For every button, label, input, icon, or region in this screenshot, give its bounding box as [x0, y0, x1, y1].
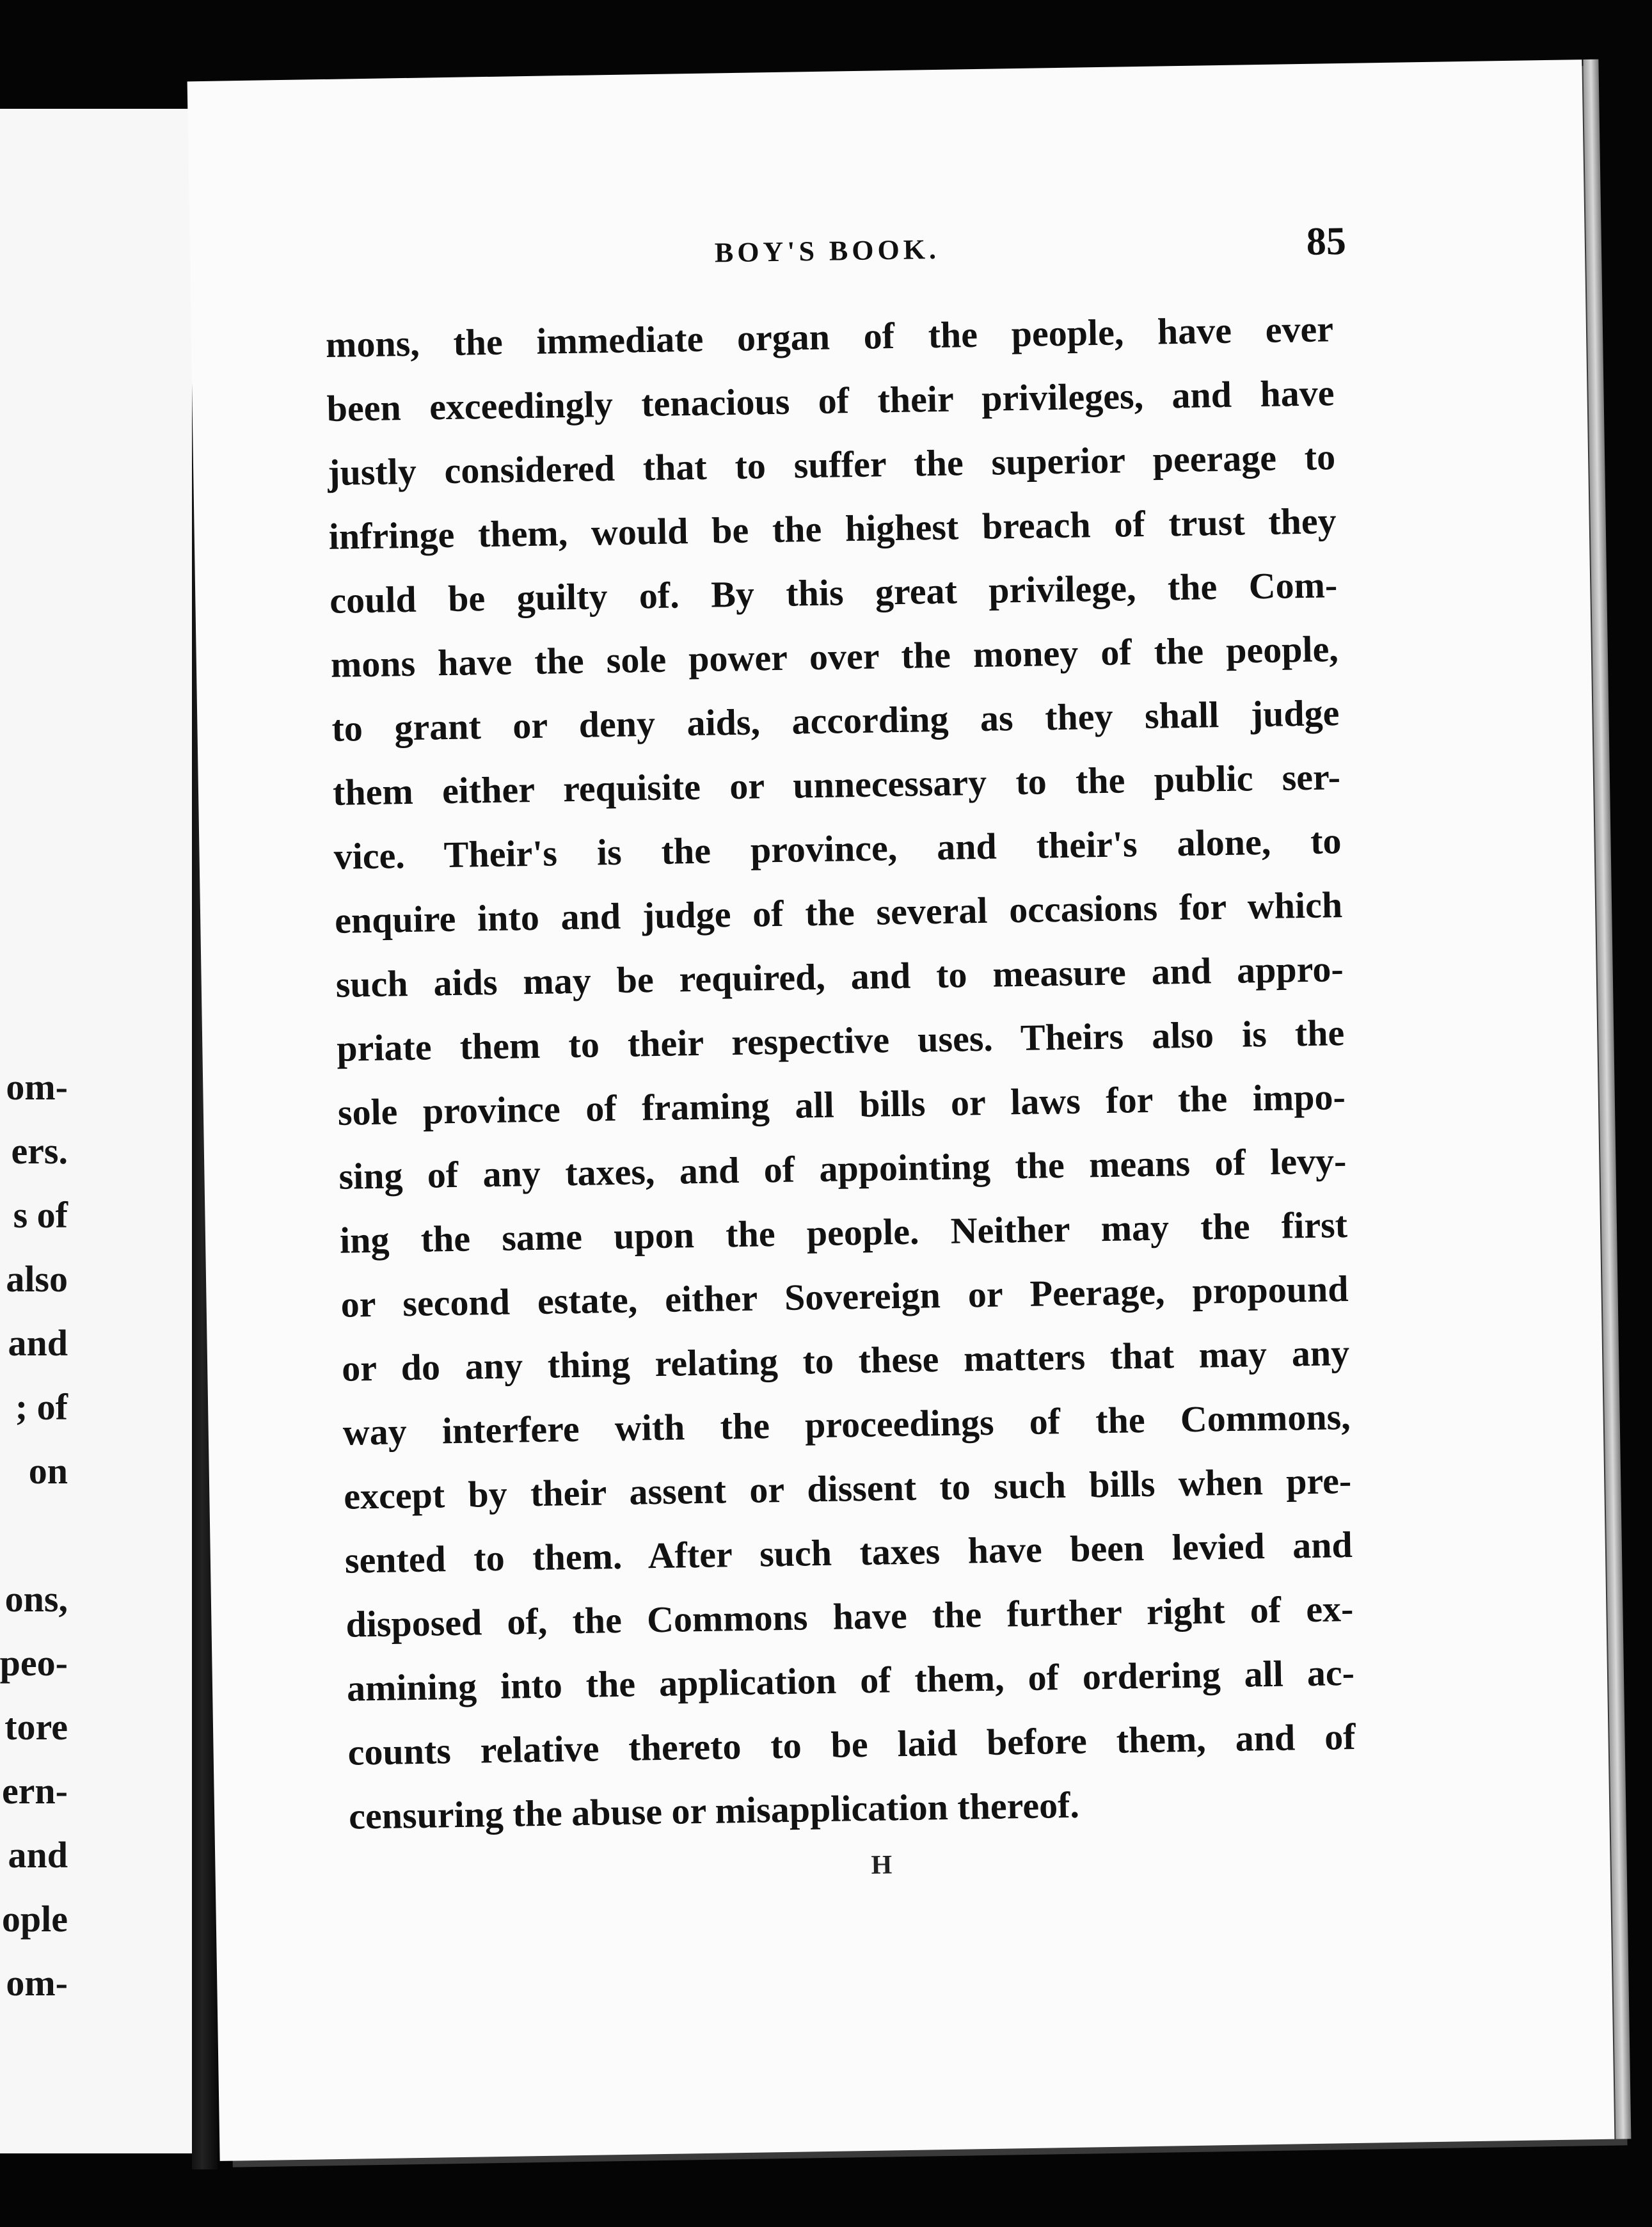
text-line: amining into the application of them, of ordering all ac- [346, 1651, 1355, 1709]
text-line: disposed of, the Commons have the further right of ex- [345, 1587, 1354, 1645]
text-line: way interfere with the proceedings of the Commons, [342, 1396, 1351, 1453]
text-line: ing the same upon the people. Neither may the first [339, 1204, 1348, 1261]
text-line: except by their assent or dissent to such bills when pre- [343, 1460, 1352, 1517]
text-line: such aids may be required, and to measure and appro- [335, 948, 1344, 1005]
text-line: them either requisite or unnecessary to the public ser- [332, 756, 1341, 813]
text-line: or second estate, either Sovereign or Peerage, propound [340, 1268, 1349, 1325]
text-line: been exceedingly tenacious of their privileges, and have [326, 372, 1335, 429]
page-header [190, 219, 1585, 296]
text-line: vice. Their's is the province, and their's alone, to [333, 820, 1342, 877]
left-line-fragment: and [8, 1834, 68, 1876]
left-line-fragment: on [28, 1450, 68, 1492]
left-line-fragment: ons, [4, 1578, 68, 1620]
left-line-fragment: ; of [15, 1386, 68, 1428]
text-line: counts relative thereto to be laid before them, and of [347, 1715, 1356, 1773]
text-line: or do any thing relating to these matters that may any [341, 1332, 1350, 1389]
text-line: priate them to their respective uses. Theirs also is the [336, 1012, 1345, 1069]
text-line: mons have the sole power over the money of the people, [330, 628, 1339, 685]
left-line-fragment: also [6, 1258, 68, 1300]
text-line: to grant or deny aids, according as they shall judge [331, 692, 1340, 749]
book-page [187, 60, 1615, 2161]
text-line: justly considered that to suffer the superior peerage to [327, 436, 1336, 493]
signature-mark: H [871, 1850, 893, 1880]
left-line-fragment: tore [4, 1706, 68, 1748]
text-line: sole province of framing all bills or laws for the impo- [337, 1076, 1346, 1133]
text-line: sing of any taxes, and of appointing the means of levy- [338, 1140, 1347, 1197]
text-line: mons, the immediate organ of the people, have ever [325, 308, 1334, 365]
left-line-fragment: ern- [1, 1770, 68, 1812]
text-line: enquire into and judge of the several occasions for which [334, 884, 1343, 941]
text-line: censuring the abuse or misapplication thereof. [348, 1784, 1080, 1837]
left-line-fragment: om- [6, 1962, 68, 2004]
body-text [325, 297, 1357, 1848]
left-line-fragment: s of [13, 1194, 68, 1236]
left-line-fragment: ers. [11, 1130, 68, 1172]
page-edge [1583, 60, 1631, 2139]
previous-page [0, 109, 199, 2153]
text-line: infringe them, would be the highest breach of trust they [328, 500, 1337, 557]
left-line-fragment: ople [1, 1898, 68, 1940]
running-head: BOY'S BOOK. [714, 233, 941, 269]
left-line-fragment: om- [6, 1066, 68, 1108]
left-line-fragment: and [8, 1322, 68, 1364]
text-line: could be guilty of. By this great privilege, the Com- [329, 564, 1338, 621]
page-number: 85 [1306, 219, 1347, 264]
text-line: sented to them. After such taxes have been levied and [344, 1524, 1353, 1581]
left-line-fragment: peo- [0, 1642, 68, 1684]
